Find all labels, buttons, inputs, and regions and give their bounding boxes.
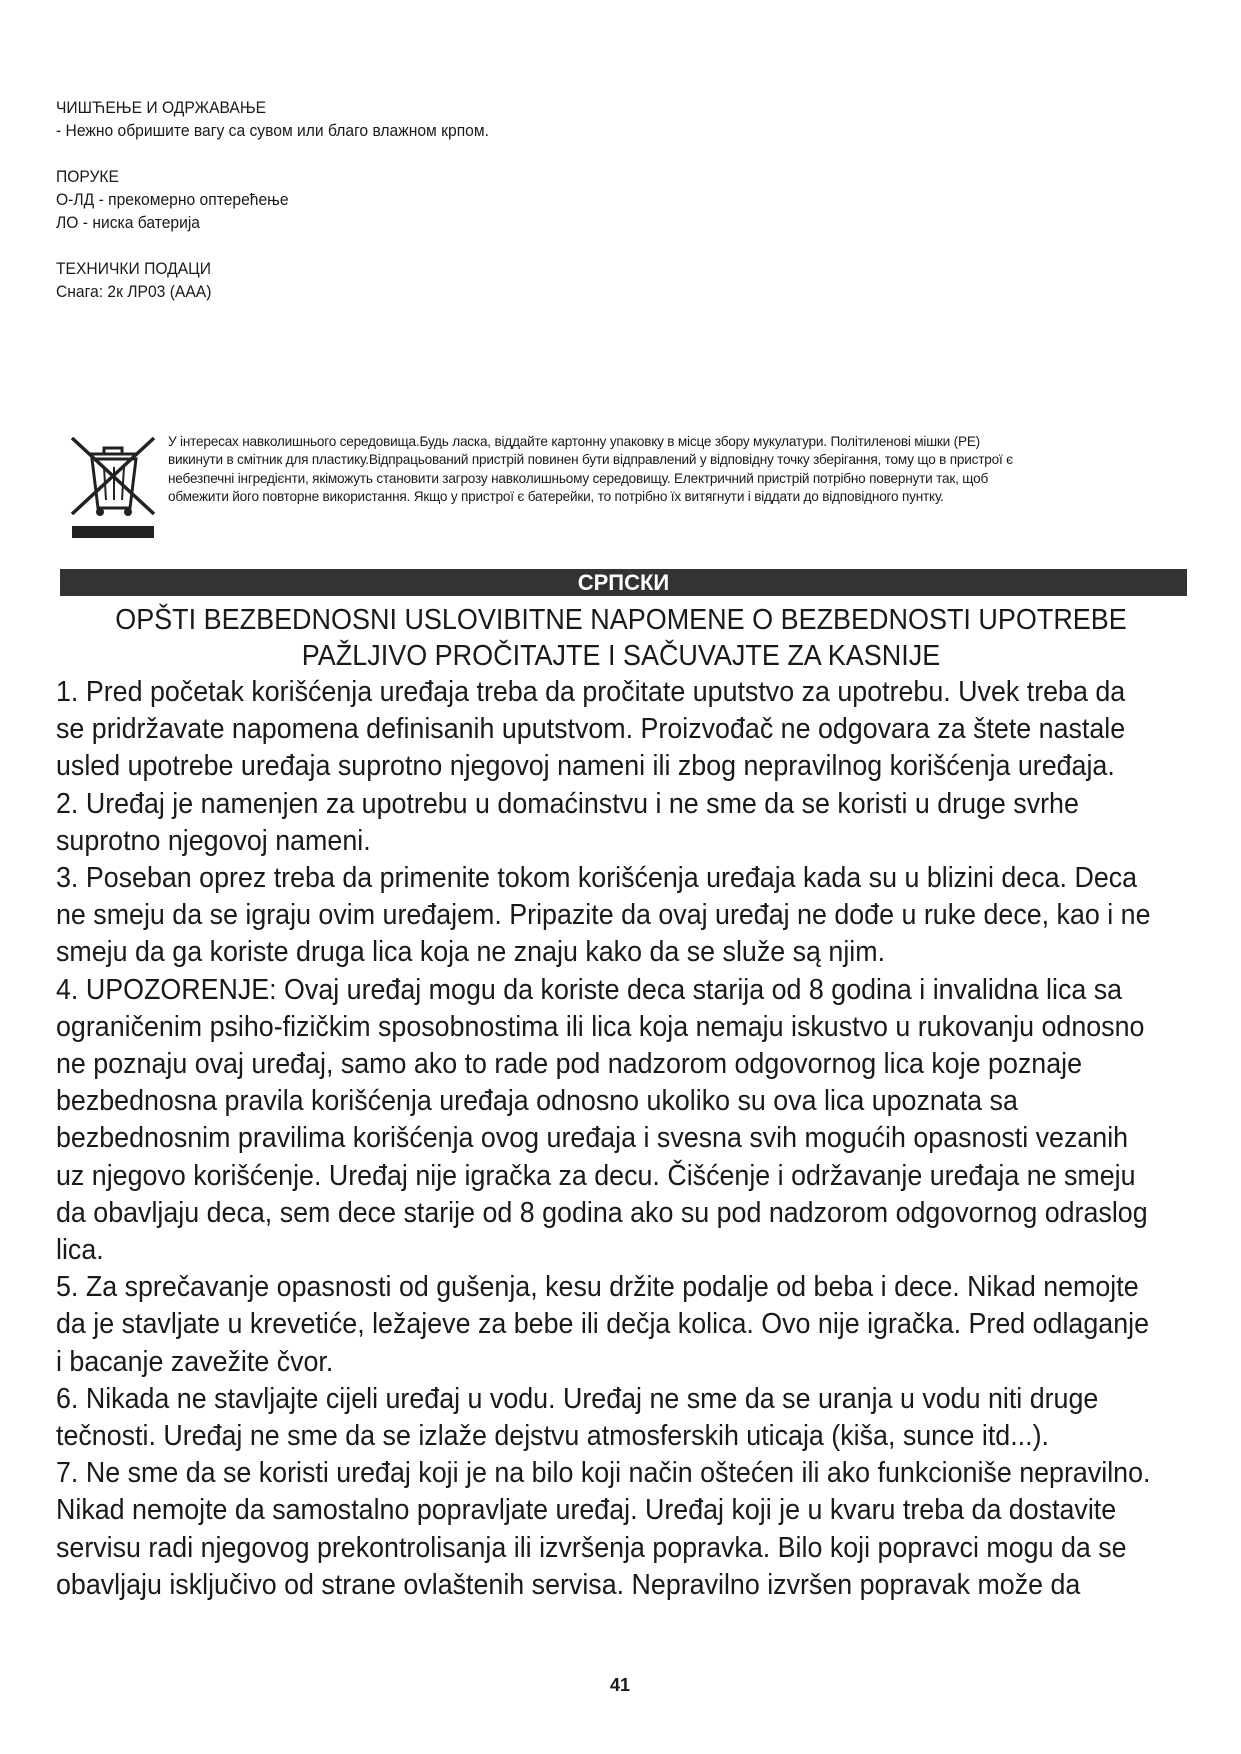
body-line: Nikad nemojte da samostalno popravljate uređaj. Uređaj koji je u kvaru treba da dostavite (56, 1494, 1117, 1527)
cleaning-heading: ЧИШЋЕЊЕ И ОДРЖАВАЊЕ (56, 98, 267, 117)
body-line: bezbednosna pravila korišćenja uređaja odnosno ukoliko su ova lica upoznata sa (56, 1085, 1018, 1118)
page-number: 41 (609, 1675, 631, 1695)
body-line: ne smeju da se igraju ovim uređajem. Pripazite da ovaj uređaj ne dođe u ruke dece, kao i ne (56, 899, 1151, 932)
body-line: uz njegovo korišćenje. Uređaj nije igračka za decu. Čišćenje i održavanje uređaja ne smeju (56, 1159, 1136, 1192)
body-line: i bacanje zavežite čvor. (56, 1345, 334, 1378)
environment-line: небезпечні інгредієнти, якіможуть становити загрозу навколишньому середовищу. Електричний пристрій потрібно повернути так, щоб (168, 470, 989, 486)
body-line: ograničenim psiho-fizičkim sposobnostima ili lica koja nemaju iskustvo u rukovanju odnosno (56, 1010, 1145, 1043)
environment-line: обмежити його повторне використання. Якщо у пристрої є батерейки, то потрібно їх витягнути і віддати до відповідного пунтку. (168, 489, 944, 505)
body-line: 3. Poseban oprez treba da primenite tokom korišćenja uređaja kada su u blizini deca. Deca (56, 862, 1138, 895)
body-line: bezbednosnim pravilima korišćenja ovog uređaja i svesna svih mogućih opasnosti vezanih (56, 1122, 1129, 1155)
messages-heading: ПОРУКЕ (56, 167, 119, 186)
body-line: 5. Za sprečavanje opasnosti od gušenja, kesu držite podalje od beba i dece. Nikad nemojte (56, 1271, 1139, 1304)
body-line: 7. Ne sme da se koristi uređaj koji je na bilo koji način oštećen ili ako funkcioniše nepravilno. (56, 1457, 1151, 1490)
body-line: da je stavljate u krevetiće, ležajeve za bebe ili dečja kolica. Ovo nije igračka. Pred odlaganje (56, 1308, 1149, 1341)
message-low-battery: ЛО - ниска батерија (56, 213, 201, 232)
safety-instructions (56, 674, 1151, 1604)
body-line: usled upotrebe uređaja suprotno njegovoj nameni ili zbog nepravilnog korišćenja uređaja. (56, 750, 1115, 783)
top-section (56, 96, 1068, 303)
body-line: da obavljaju deca, sem dece starije od 8 godina ako su pod nadzorom odgovornog odraslog (56, 1196, 1148, 1229)
tech-power: Снага: 2к ЛР03 (ААА) (56, 282, 212, 301)
body-line: obavljaju isključivo od strane ovlaštenih servisa. Nepravilno izvršen popravak može da (56, 1568, 1081, 1601)
environment-line: викинути в смітник для пластику.Відпрацьований пристрій повинен бути відправлений у відповідну точку зберігання, тому що в пристрої є (168, 452, 1013, 468)
body-line: lica. (56, 1234, 104, 1267)
body-line: ne poznaju ovaj uređaj, samo ako to rade pod nadzorom odgovornog lica koje poznaje (56, 1048, 1082, 1081)
body-line: tečnosti. Uređaj ne sme da se izlaže dejstvu atmosferskih uticaja (kiša, sunce itd...). (56, 1420, 1049, 1453)
environment-notice (168, 433, 1178, 507)
crossed-out-wheelie-bin-icon (68, 432, 158, 540)
environment-line: У інтересах навколишнього середовища.Будь ласка, віддайте картонну упаковку в місце збору мукулатури. Політиленові мішки (PE) (168, 434, 981, 449)
body-line: smeju da ga koriste druga lica koja ne znaju kako da se služe są njim. (56, 936, 886, 969)
cleaning-text: - Нежно обришите вагу са сувом или благо влажном крпом. (56, 121, 489, 140)
body-line: 6. Nikada ne stavljajte cijeli uređaj u vodu. Uređaj ne sme da se uranja u vodu niti druge (56, 1382, 1099, 1415)
body-line: suprotno njegovoj nameni. (56, 824, 371, 857)
body-line: servisu radi njegovog prekontrolisanja ili izvršenja popravka. Bilo koji popravci mogu da se (56, 1531, 1127, 1564)
body-line: 4. UPOZORENJE: Ovaj uređaj mogu da koriste deca starija od 8 godina i invalidna lica sa (56, 973, 1123, 1006)
tech-heading: ТЕХНИЧКИ ПОДАЦИ (56, 259, 211, 278)
language-section-header: СРПСКИ (60, 569, 1187, 596)
body-line: se pridržavate napomena definisanih uputstvom. Proizvođač ne odgovara za štete nastale (56, 713, 1126, 746)
body-line: 1. Pred početak korišćenja uređaja treba da pročitate uputstvo za upotrebu. Uvek treba da (56, 676, 1126, 708)
safety-title: OPŠTI BEZBEDNOSNI USLOVIBITNE NAPOMENE O BEZBEDNOSTI UPOTREBE (115, 604, 1127, 636)
safety-subtitle: PAŽLJIVO PROČITAJTE I SAČUVAJTE ZA KASNIJE (301, 640, 941, 672)
message-overload: О-ЛД - прекомерно оптерећење (56, 190, 289, 209)
body-line: 2. Uređaj je namenjen za upotrebu u domaćinstvu i ne sme da se koristi u druge svrhe (56, 787, 1079, 820)
